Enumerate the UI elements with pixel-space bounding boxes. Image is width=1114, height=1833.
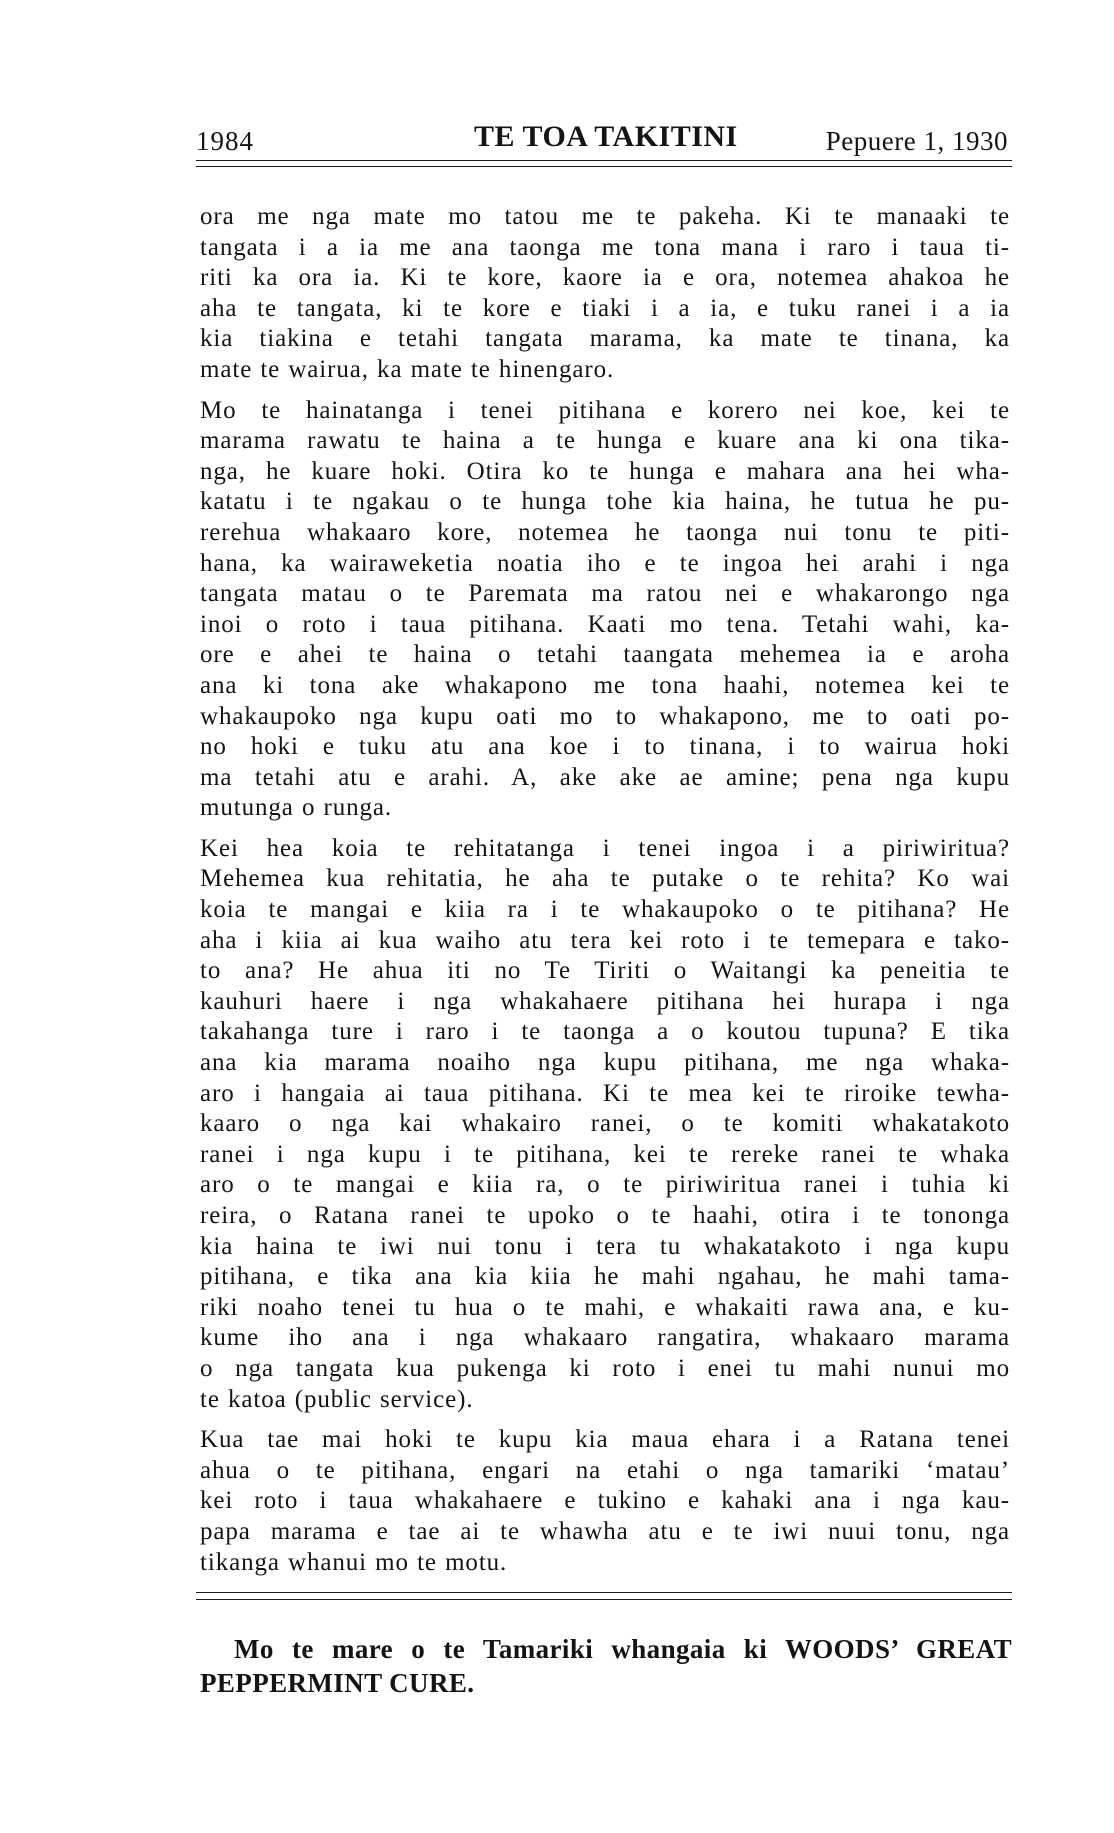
running-header <box>196 120 1012 154</box>
text-line: rerehua whakaaro kore, notemea he taonga nui tonu te piti- <box>200 518 1010 546</box>
text-line: kia haina te iwi nui tonu i tera tu whakatakoto i nga kupu <box>200 1232 1010 1260</box>
header-rule-thin <box>196 166 1012 167</box>
text-line: ahua o te pitihana, engari na etahi o nga tamariki ‘matau’ <box>200 1456 1010 1484</box>
text-line: katatu i te ngakau o te hunga tohe kia haina, he tutua he pu- <box>200 488 1010 516</box>
text-line: aha i kiia ai kua waiho atu tera kei roto i te temepara e tako- <box>200 926 1010 954</box>
text-line: Mehemea kua rehitatia, he aha te putake o te rehita? Ko wai <box>200 865 1010 893</box>
text-line: hana, ka wairaweketia noatia iho e te ingoa hei arahi i nga <box>200 549 1010 577</box>
text-line: riti ka ora ia. Ki te kore, kaore ia e ora, notemea ahakoa he <box>200 264 1010 292</box>
paragraph <box>200 396 1010 824</box>
text-line: reira, o Ratana ranei te upoko o te haahi, otira i te tononga <box>200 1202 1010 1229</box>
text-line: ana kia marama noaiho nga kupu pitihana, me nga whaka- <box>200 1049 1010 1077</box>
text-line: kauhuri haere i nga whakahaere pitihana hei hurapa i nga <box>200 987 1010 1015</box>
text-line: ma tetahi atu e arahi. A, ake ake ae amine; pena nga kupu <box>200 763 1010 791</box>
text-line: aha te tangata, ki te kore e tiaki i a ia, e tuku ranei i a ia <box>200 294 1010 322</box>
text-line: Mo te hainatanga i tenei pitihana e korero nei koe, kei te <box>200 396 1010 424</box>
advert-line-1: Mo te mare o te Tamariki whangaia ki WOODS’ GREAT <box>234 1634 1012 1664</box>
text-line: ranei i nga kupu i te pitihana, kei te rereke ranei te whaka <box>200 1140 1010 1168</box>
text-line: whakaupoko nga kupu oati mo to whakapono, me to oati po- <box>200 702 1010 730</box>
text-line: kaaro o nga kai whakairo ranei, o te komiti whakatakoto <box>200 1110 1010 1138</box>
text-line: takahanga ture i raro i te taonga a o koutou tupuna? E tika <box>200 1018 1010 1046</box>
text-line: pitihana, e tika ana kia kiia he mahi ngahau, he mahi tama- <box>200 1263 1010 1291</box>
text-line: tikanga whanui mo te motu. <box>200 1548 508 1576</box>
text-line: ore e ahei te haina o tetahi taangata mehemea ia e aroha <box>200 641 1010 669</box>
text-line: mutunga o runga. <box>200 794 393 822</box>
text-line: Kei hea koia te rehitatanga i tenei ingoa i a piriwiritua? <box>200 834 1010 862</box>
text-line: inoi o roto i taua pitihana. Kaati mo tena. Tetahi wahi, ka- <box>200 610 1010 638</box>
text-line: no hoki e tuku atu ana koe i to tinana, i to wairua hoki <box>200 733 1010 761</box>
text-line: Kua tae mai hoki te kupu kia maua ehara i a Ratana tenei <box>200 1426 1010 1454</box>
text-line: kia tiakina e tetahi tangata marama, ka mate te tinana, ka <box>200 325 1010 353</box>
paragraph <box>200 202 1010 386</box>
text-line: te katoa (public service). <box>200 1385 474 1413</box>
advert-line-2: PEPPERMINT CURE. <box>200 1668 475 1698</box>
text-line: koia te mangai e kiia ra i te whakaupoko o te pitihana? He <box>200 896 1010 924</box>
text-line: mate te wairua, ka mate te hinengaro. <box>200 355 615 383</box>
text-line: tangata matau o te Paremata ma ratou nei e whakarongo nga <box>200 580 1010 608</box>
text-line: riki noaho tenei tu hua o te mahi, e whakaiti rawa ana, e ku- <box>200 1293 1010 1321</box>
text-line: kume iho ana i nga whakaaro rangatira, whakaaro marama <box>200 1324 1010 1352</box>
text-line: kei roto i taua whakahaere e tukino e kahaki ana i nga kau- <box>200 1487 1010 1515</box>
text-line: marama rawatu te haina a te hunga e kuare ana ki ona tika- <box>200 427 1010 455</box>
text-line: ora me nga mate mo tatou me te pakeha. Ki te manaaki te <box>200 203 1010 230</box>
paragraph <box>200 1425 1010 1578</box>
text-line: to ana? He ahua iti no Te Tiriti o Waitangi ka peneitia te <box>200 957 1010 985</box>
text-line: tangata i a ia me ana taonga me tona mana i raro i taua ti- <box>200 233 1010 261</box>
paragraph <box>200 834 1010 1415</box>
text-line: papa marama e tae ai te whawha atu e te iwi nuui tonu, nga <box>200 1517 1010 1545</box>
header-rule-thick <box>196 160 1012 161</box>
page-number: 1984 <box>196 126 254 156</box>
text-line: ana ki tona ake whakapono me tona haahi, notemea kei te <box>200 671 1010 699</box>
advertisement <box>200 1632 1012 1700</box>
footer-rule-thin <box>196 1599 1012 1600</box>
text-line: nga, he kuare hoki. Otira ko te hunga e mahara ana hei wha- <box>200 457 1010 485</box>
publication-title: TE TOA TAKITINI <box>474 120 738 153</box>
text-line: o nga tangata kua pukenga ki roto i enei tu mahi nunui mo <box>200 1354 1010 1382</box>
text-line: aro i hangaia ai taua pitihana. Ki te mea kei te riroike tewha- <box>200 1079 1010 1107</box>
footer-rule-thick <box>196 1592 1012 1593</box>
issue-date: Pepuere 1, 1930 <box>825 126 1008 156</box>
text-line: aro o te mangai e kiia ra, o te piriwiritua ranei i tuhia ki <box>200 1171 1010 1199</box>
article-body <box>200 202 1010 1588</box>
